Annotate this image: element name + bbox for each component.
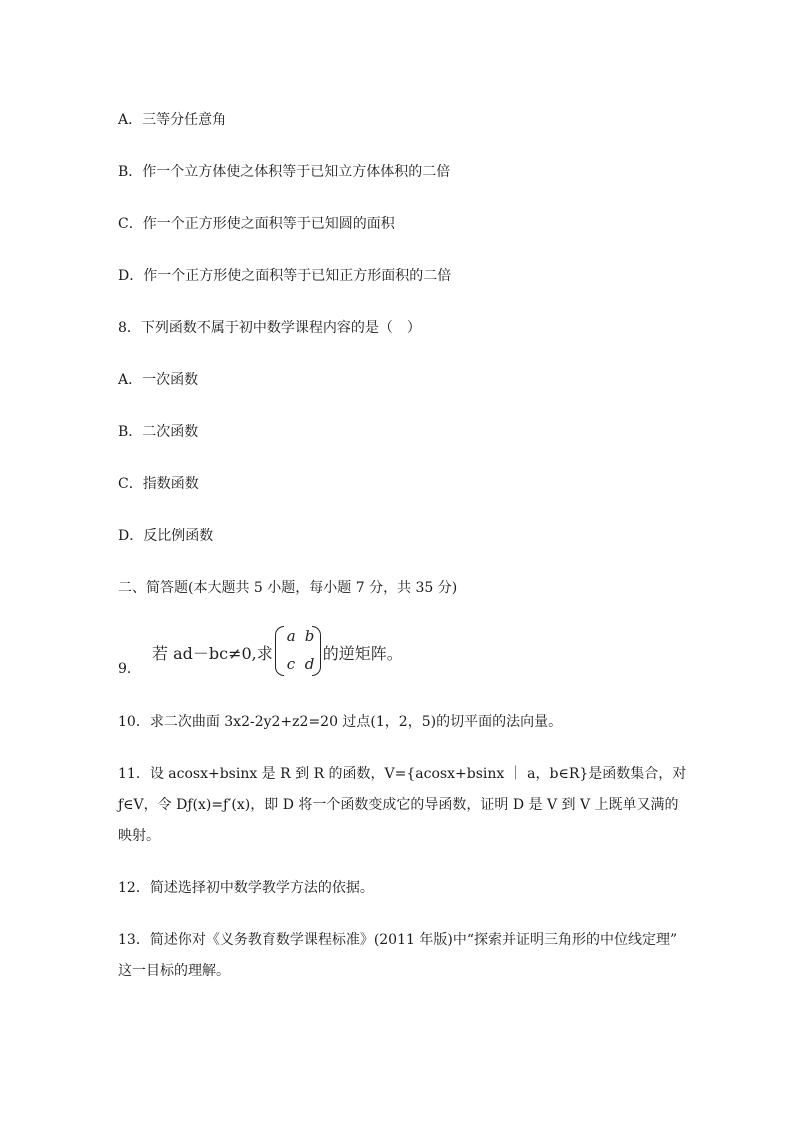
q8-option-a: A．一次函数	[118, 372, 199, 388]
q7-option-b: B．作一个立方体使之体积等于已知立方体体积的二倍	[118, 164, 451, 180]
q11-line-2: ƒ∈V，令 Dƒ(x)=ƒ′(x)，即 D 将一个函数变成它的导函数，证明 D 是 V 到 V 上既单又满的	[118, 797, 679, 813]
q11-line-1: 11．设 acosx+bsinx 是 R 到 R 的函数，V={acosx+bsinx ｜ a，b∈R}是函数集合，对	[118, 766, 687, 782]
q10-question: 10．求二次曲面 3x2-2y2+z2=20 过点(1，2，5)的切平面的法向量。	[118, 714, 563, 730]
q13-line-1: 13．简述你对《义务教育数学课程标准》(2011 年版)中“探索并证明三角形的中位线定理”	[118, 932, 678, 948]
q8-option-b: B．二次函数	[118, 424, 199, 440]
matrix-left-paren	[275, 626, 284, 676]
q9-math-image	[152, 626, 403, 678]
q7-option-a: A．三等分任意角	[118, 112, 227, 128]
matrix-cell-d: d	[304, 655, 315, 673]
matrix-right-paren	[312, 626, 321, 676]
q13-line-2: 这一目标的理解。	[118, 963, 230, 979]
q7-option-c: C．作一个正方形使之面积等于已知圆的面积	[118, 216, 395, 232]
matrix-cell-c: c	[286, 655, 296, 673]
matrix-cell-a: a	[286, 627, 296, 645]
q8-option-d: D．反比例函数	[118, 528, 214, 544]
q7-option-d: D．作一个正方形使之面积等于已知正方形面积的二倍	[118, 268, 452, 284]
q12-question: 12．简述选择初中数学教学方法的依据。	[118, 880, 374, 896]
q9-math-suffix: 的逆矩阵。	[322, 643, 403, 663]
matrix-cell-b: b	[304, 627, 315, 645]
q9-number: 9．	[118, 661, 141, 677]
section2-title: 二、简答题(本大题共 5 小题，每小题 7 分，共 35 分)	[118, 580, 458, 596]
q11-line-3: 映射。	[118, 828, 160, 844]
q9-matrix	[275, 626, 321, 678]
q9-math-prefix: 若 ad－bc≠0,求	[152, 643, 273, 663]
q8-option-c: C．指数函数	[118, 476, 199, 492]
q8-question: 8．下列函数不属于初中数学课程内容的是（ ）	[118, 320, 421, 336]
